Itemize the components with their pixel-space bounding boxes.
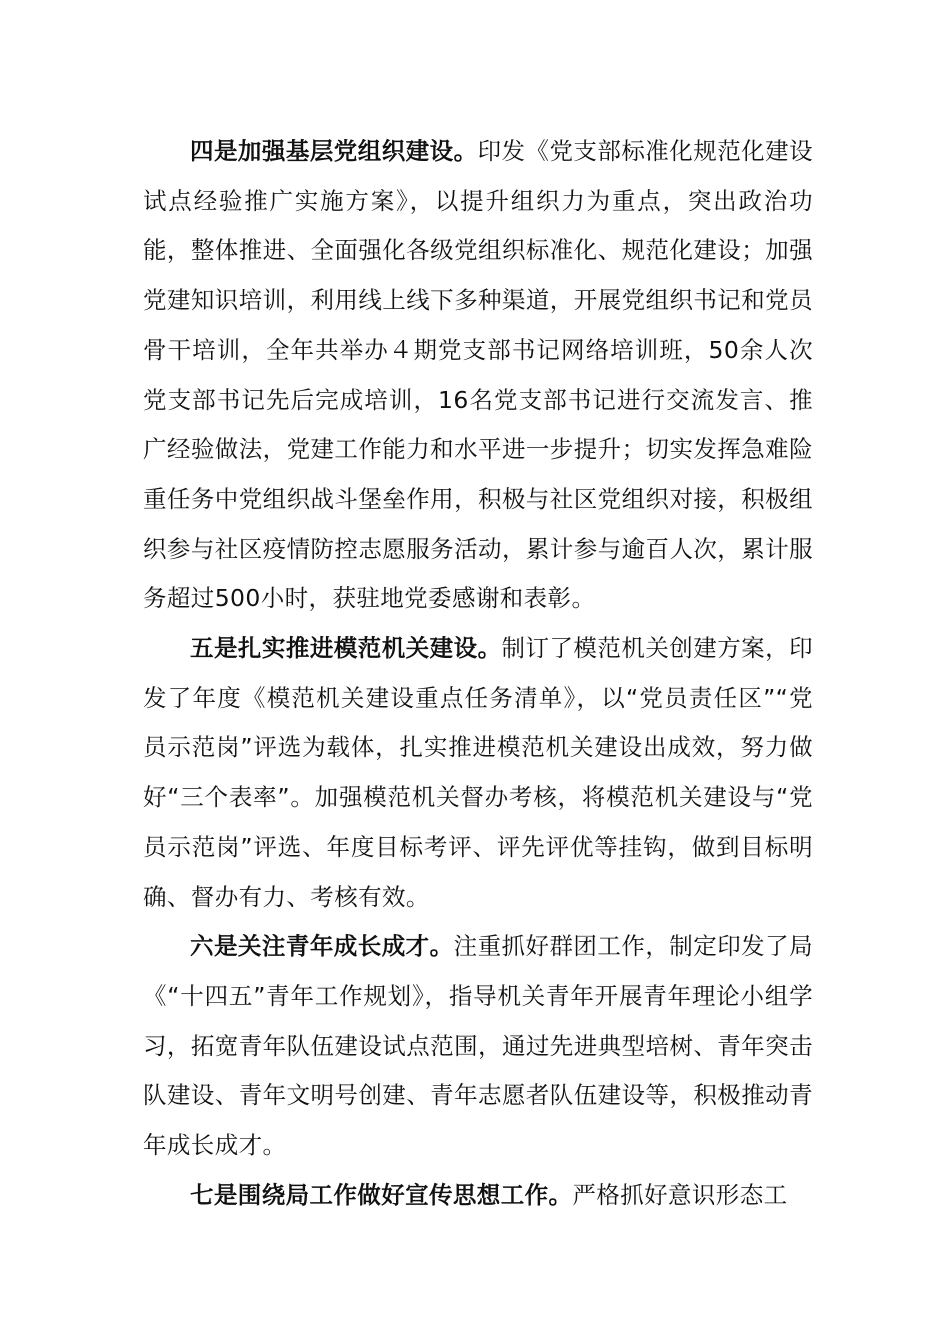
paragraph-organization-building: [143, 127, 813, 624]
paragraph-text: 严格抓好意识形态工: [572, 1180, 788, 1209]
paragraph-model-agency: [143, 624, 813, 922]
paragraph-youth-growth: [143, 922, 813, 1171]
paragraph-heading: 五是扎实推进模范机关建设。: [190, 634, 502, 663]
paragraph-text: 注重抓好群团工作，制定印发了局《“十四五”青年工作规划》，指导机关青年开展青年理论小组学习，拓宽青年队伍建设试点范围，通过先进典型培树、青年突击队建设、青年文明号创建、青年志愿者队伍建设等，积极推动青年成长成才。: [143, 932, 814, 1160]
paragraph-heading: 六是关注青年成长成才。: [190, 932, 454, 961]
paragraph-text: 印发《党支部标准化规范化建设试点经验推广实施方案》，以提升组织力为重点，突出政治功能，整体推进、全面强化各级党组织标准化、规范化建设；加强党建知识培训，利用线上线下多种渠道，开展党组织书记和党员骨干培训，全年共举办４期党支部书记网络培训班，50余人次党支部书记先后完成培训，16名党支部书记进行交流发言、推广经验做法，党建工作能力和水平进一步提升；切实发挥急难险重任务中党组织战斗堡垒作用，积极与社区党组织对接，积极组织参与社区疫情防控志愿服务活动，累计参与逾百人次，累计服务超过500小时，获驻地党委感谢和表彰。: [143, 137, 813, 613]
paragraph-heading: 七是围绕局工作做好宣传思想工作。: [190, 1180, 573, 1209]
paragraph-heading: 四是加强基层党组织建设。: [190, 137, 478, 165]
paragraph-publicity-work: [143, 1171, 813, 1221]
paragraph-text: 制订了模范机关创建方案，印发了年度《模范机关建设重点任务清单》，以“党员责任区”“党员示范岗”评选为载体，扎实推进模范机关建设出成效，努力做好“三个表率”。加强模范机关督办考核，将模范机关建设与“党员示范岗”评选、年度目标考评、评先评优等挂钩，做到目标明确、督办有力、考核有效。: [143, 634, 813, 911]
document-body: [143, 127, 813, 1220]
